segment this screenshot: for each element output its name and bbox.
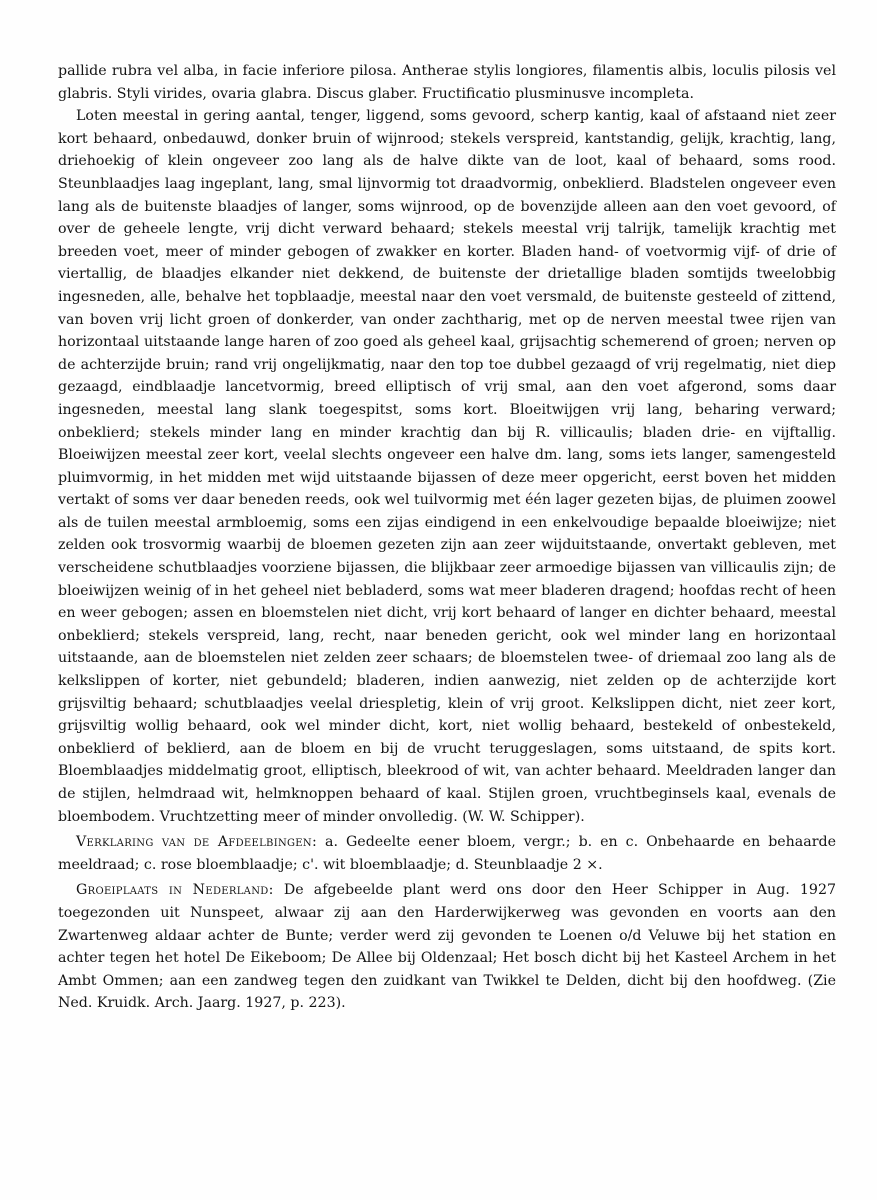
- body-text: [58, 60, 836, 1015]
- paragraph-text: a. Gedeelte eener bloem, vergr.; b. en c. Onbehaarde en behaarde meeldraad; c. rose bloemblaadje; c'. wit bloemblaadje; d. Steunblaadje 2 ×.: [58, 834, 836, 873]
- paragraph-text: Loten meestal in gering aantal, tenger, liggend, soms gevoord, scherp kantig, kaal of afstaand niet zeer kort behaard, onbedauwd, donker bruin of wijnrood; stekels verspreid, kantstandig, gelijk, krachtig, lang, driehoekig of klein ongeveer zoo lang als de halve dikte van de loot, kaal of behaard, soms rood. Steunblaadjes laag ingeplant, lang, smal lijnvormig tot draadvormig, onbeklierd. Bladstelen ongeveer even lang als de buitenste blaadjes of langer, soms wijnrood, op de bovenzijde alleen aan den voet gevoord, of over de geheele lengte, vrij dicht verward behaard; stekels meestal vrij talrijk, tamelijk krachtig met breeden voet, meer of minder gebogen of zwakker en korter. Bladen hand- of voetvormig vijf- of drie of viertallig, de blaadjes elkander niet dekkend, de buitenste der drietallige bladen somtijds tweelobbig ingesneden, alle, behalve het topblaadje, meestal naar den voet versmald, de buitenste gesteeld of zittend, van boven vrij licht groen of donkerder, van onder zachtharig, met op de nerven meestal twee rijen van horizontaal uitstaande lange haren of zoo goed als geheel kaal, grijsachtig schemerend of groen; nerven op de achterzijde bruin; rand vrij ongelijkmatig, naar den top toe dubbel gezaagd of vrij regelmatig, niet diep gezaagd, eindblaadje lancetvormig, breed elliptisch of vrij smal, aan den voet afgerond, soms daar ingesneden, meestal lang slank toegespitst, soms kort. Bloeitwijgen vrij lang, beharing verward; onbeklierd; stekels minder lang en minder krachtig dan bij R. villicaulis; bladen drie- en vijftallig. Bloeiwijzen meestal zeer kort, veelal slechts ongeveer een halve dm. lang, soms iets langer, samengesteld pluimvormig, in het midden met wijd uitstaande bijassen of deze meer opgericht, eerst boven het midden vertakt of soms ver daar beneden reeds, ook wel tuilvormig met één lager gezeten bijas, de pluimen zoowel als de tuilen meestal armbloemig, soms een zijas eindigend in een enkelvoudige bepaalde bloeiwijze; niet zelden ook trosvormig waarbij de bloemen gezeten zijn aan zeer wijduitstaande, onvertakt gebleven, met verscheidene schutblaadjes voorziene bijassen, die blijkbaar zeer armoedige bijassen van villicaulis zijn; de bloeiwijzen weinig of in het geheel niet bebladerd, soms wat meer bladeren dragend; hoofdas recht of heen en weer gebogen; assen en bloemstelen niet dicht, vrij kort behaard of langer en dichter behaard, meestal onbeklierd; stekels verspreid, lang, recht, naar beneden gericht, ook wel minder lang en horizontaal uitstaande, aan de bloemstelen niet zelden zeer schaars; de bloemstelen twee- of driemaal zoo lang als de kelkslippen of korter, niet gebundeld; bladeren, indien aanwezig, niet zelden op de achterzijde kort grijsviltig behaard; schutblaadjes veelal driespletig, klein of vrij groot. Kelkslippen dicht, niet zeer kort, grijsviltig wollig behaard, ook wel minder dicht, kort, niet wollig behaard, bestekeld of onbestekeld, onbeklierd of beklierd, aan de bloem en bij de vrucht teruggeslagen, soms uitstaand, de spits kort. Bloemblaadjes middelmatig groot, elliptisch, bleekrood of wit, van achter behaard. Meeldraden langer dan de stijlen, helmdraad wit, helmknoppen behaard of kaal. Stijlen groen, vruchtbeginsels kaal, evenals de bloembodem. Vruchtzetting meer of minder onvolledig. (W. W. Schipper).: [58, 108, 836, 825]
- paragraph-figure-explanation: [58, 831, 836, 876]
- paragraph-text: pallide rubra vel alba, in facie inferiore pilosa. Antherae stylis longiores, filamentis albis, loculis pilosis vel glabris. Styli virides, ovaria glabra. Discus glaber. Fructificatio plusminusve incompleta.: [58, 63, 836, 102]
- paragraph-latin-continuation: [58, 60, 836, 105]
- paragraph-text: De afgebeelde plant werd ons door den Heer Schipper in Aug. 1927 toegezonden uit Nunspeet, alwaar zij aan den Harderwijkerweg was gevonden en voorts aan den Zwartenweg aldaar achter de Bunte; verder werd zij gevonden te Loenen o/d Veluwe bij het station en achter tegen het hotel De Eikeboom; De Allee bij Oldenzaal; Het bosch dicht bij het Kasteel Archem in het Ambt Ommen; aan een zandweg tegen den zuidkant van Twikkel te Delden, dicht bij den hoofdweg. (Zie Ned. Kruidk. Arch. Jaarg. 1927, p. 223).: [58, 882, 836, 1012]
- paragraph-description: [58, 105, 836, 828]
- paragraph-locality: [58, 879, 836, 1015]
- section-heading: Verklaring van de Afdeelbingen:: [76, 834, 318, 851]
- section-heading: Groeiplaats in Nederland:: [76, 882, 274, 899]
